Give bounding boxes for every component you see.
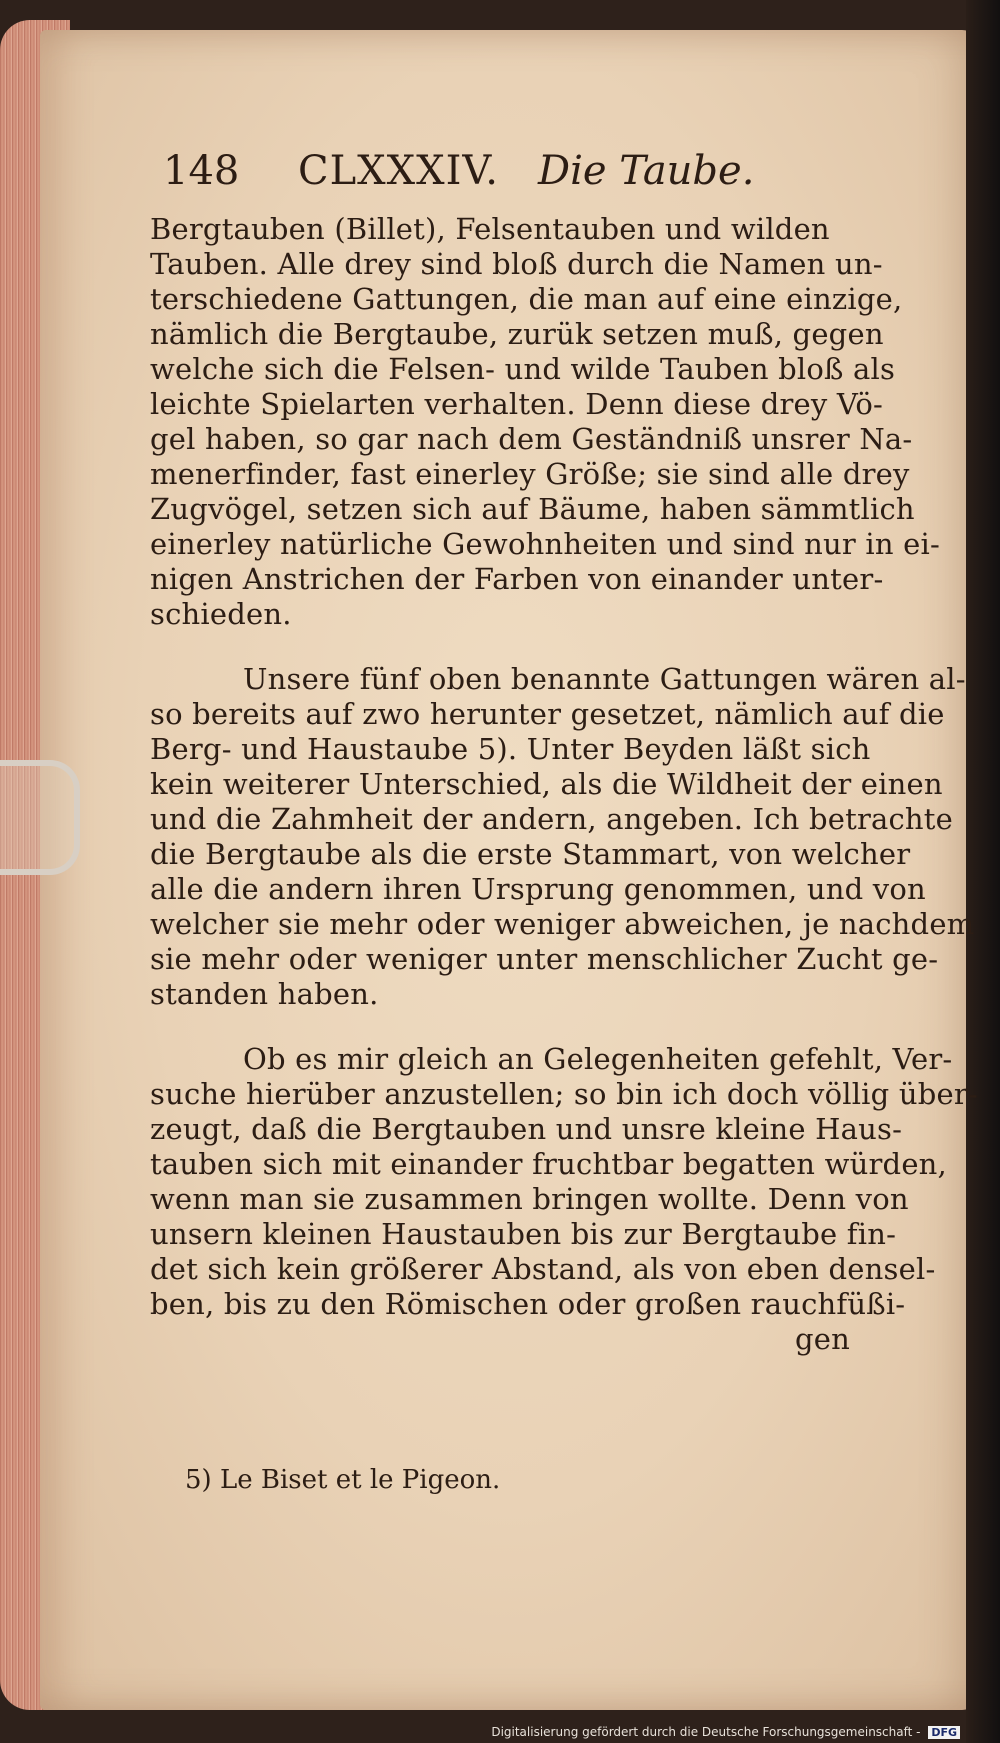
text-line: welcher sie mehr oder weniger abweichen, je nachdem	[150, 907, 975, 941]
text-line: ben, bis zu den Römischen oder großen rauchfüßi-	[150, 1287, 906, 1321]
text-line: so bereits auf zwo herunter gesetzet, nämlich auf die	[150, 697, 945, 731]
text-line: schieden.	[150, 597, 292, 631]
digitization-credit	[491, 1725, 960, 1739]
text-line: Berg- und Haustaube 5). Unter Beyden läßt sich	[150, 732, 871, 766]
dfg-logo: DFG	[928, 1726, 960, 1739]
chapter-number: CLXXXIV.	[298, 148, 500, 194]
page-clip	[0, 760, 80, 875]
text-line: einerley natürliche Gewohnheiten und sind nur in ei-	[150, 527, 940, 561]
text-line: zeugt, daß die Bergtauben und unsre kleine Haus-	[150, 1112, 903, 1146]
text-line: wenn man sie zusammen bringen wollte. Denn von	[150, 1182, 909, 1216]
text-line: menerfinder, fast einerley Größe; sie sind alle drey	[150, 457, 910, 491]
text-line: die Bergtaube als die erste Stammart, von welcher	[150, 837, 911, 871]
text-line: gel haben, so gar nach dem Geständniß unsrer Na-	[150, 422, 913, 456]
text-line: det sich kein größerer Abstand, als von eben densel-	[150, 1252, 936, 1286]
text-line: Unsere fünf oben benannte Gattungen wären al-	[243, 662, 966, 696]
text-line: terschiedene Gattungen, die man auf eine einzige,	[150, 282, 903, 316]
text-line: Bergtauben (Billet), Felsentauben und wilden	[150, 212, 830, 246]
text-line: Ob es mir gleich an Gelegenheiten gefehlt, Ver-	[243, 1042, 953, 1076]
text-line: nämlich die Bergtaube, zurük setzen muß, gegen	[150, 317, 884, 351]
text-line: welche sich die Felsen- und wilde Tauben bloß als	[150, 352, 896, 386]
text-line: Tauben. Alle drey sind bloß durch die Namen un-	[150, 247, 883, 281]
text-line: suche hierüber anzustellen; so bin ich doch völlig über-	[150, 1077, 978, 1111]
text-line: Zugvögel, setzen sich auf Bäume, haben sämmtlich	[150, 492, 915, 526]
text-line: leichte Spielarten verhalten. Denn diese drey Vö-	[150, 387, 884, 421]
catchword: gen	[795, 1322, 851, 1356]
footnote: 5) Le Biset et le Pigeon.	[185, 1465, 501, 1495]
page-number: 148	[163, 148, 240, 194]
text-line: und die Zahmheit der andern, angeben. Ich betrachte	[150, 802, 954, 836]
scan-margin	[966, 0, 1000, 1743]
text-line: alle die andern ihren Ursprung genommen, und von	[150, 872, 926, 906]
credit-text: Digitalisierung gefördert durch die Deutsche Forschungsgemeinschaft -	[491, 1725, 921, 1739]
text-line: sie mehr oder weniger unter menschlicher Zucht ge-	[150, 942, 939, 976]
text-line: unsern kleinen Haustauben bis zur Bergtaube fin-	[150, 1217, 897, 1251]
chapter-title: Die Taube.	[538, 148, 755, 194]
running-header	[163, 148, 755, 208]
text-line: tauben sich mit einander fruchtbar begatten würden,	[150, 1147, 947, 1181]
text-line: standen haben.	[150, 977, 379, 1011]
text-line: kein weiterer Unterschied, als die Wildheit der einen	[150, 767, 943, 801]
text-line: nigen Anstrichen der Farben von einander unter-	[150, 562, 884, 596]
